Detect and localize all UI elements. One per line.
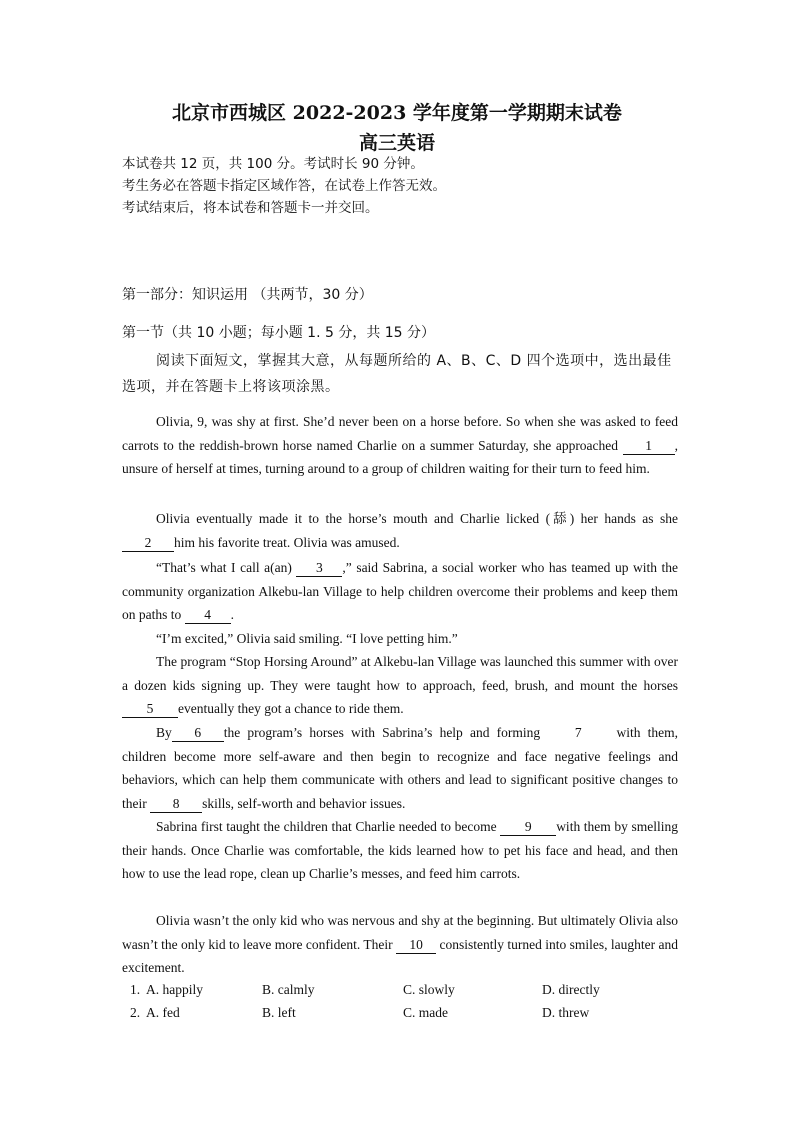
- passage-paragraph-8: [122, 909, 678, 980]
- paragraph-text: Olivia eventually made it to the horse’s mouth and Charlie licked (舔) her hands as she: [156, 511, 678, 526]
- option-c: C. slowly: [403, 982, 455, 997]
- paragraph-text: ,” said Sabrina, a social worker who has teamed up with the community organization Alkebu-lan Village to help children overcome their problems and keep them on paths to: [122, 560, 679, 622]
- blank-9: 9: [500, 819, 556, 836]
- passage-paragraph-6: [122, 721, 678, 815]
- blank-2: 2: [122, 535, 174, 552]
- paragraph-text: , unsure of herself at times, turning around to a group of children waiting for their turn to feed him.: [122, 437, 678, 476]
- paragraph-text: skills, self-worth and behavior issues.: [202, 795, 406, 811]
- paragraph-text: .: [230, 607, 234, 622]
- paragraph-text: him his favorite treat. Olivia was amused.: [174, 534, 400, 550]
- question-number: 1.: [130, 982, 141, 997]
- paragraph-text: By: [156, 725, 172, 740]
- paragraph-text: “I’m excited,” Olivia said smiling. “I love petting him.”: [156, 631, 458, 646]
- exam-title: 北京市西城区 2022-2023 学年度第一学期期末试卷: [172, 102, 622, 124]
- exam-subtitle: 高三英语: [358, 132, 435, 154]
- section-heading: 第一节（共 10 小题；每小题 1. 5 分，共 15 分）: [122, 325, 436, 341]
- blank-5: 5: [122, 701, 178, 718]
- paragraph-text: Olivia, 9, was shy at first. She’d never been on a horse before. So when she was asked to feed carrots to the reddish-brown horse named Charlie on a summer Saturday, she approached: [122, 414, 678, 453]
- paragraph-text: Sabrina first taught the children that Charlie needed to become: [156, 819, 497, 834]
- option-d: D. threw: [542, 1005, 590, 1020]
- exam-note-1: 本试卷共 12 页，共 100 分。考试时长 90 分钟。: [122, 156, 424, 172]
- blank-1: 1: [623, 438, 675, 455]
- paragraph-text: consistently turned into smiles, laughter and excitement.: [122, 936, 678, 975]
- paragraph-text: “That’s what I call a(an): [156, 560, 292, 575]
- option-b: B. left: [262, 1005, 296, 1020]
- paragraph-text: eventually they got a chance to ride them.: [178, 701, 404, 716]
- blank-7: 7: [574, 725, 582, 740]
- paragraph-text: with them, children become more self-aware and then begin to recognize and face negative feelings and behaviors, which can help them communicate with others and lead to significant positive changes to their: [122, 725, 679, 811]
- blank-8: 8: [150, 796, 202, 813]
- blank-6: 6: [172, 725, 224, 742]
- option-a: A. happily: [146, 982, 203, 997]
- exam-note-2: 考生务必在答题卡指定区域作答，在试卷上作答无效。: [122, 178, 446, 194]
- question-number: 2.: [130, 1005, 141, 1020]
- passage-paragraph-4: [122, 627, 678, 651]
- passage-paragraph-7: [122, 815, 678, 886]
- paragraph-text: Olivia wasn’t the only kid who was nervous and shy at the beginning. But ultimately Olivia also wasn’t the only kid to leave more confident. Their: [122, 913, 678, 952]
- passage-paragraph-2: [122, 507, 678, 554]
- part-heading: 第一部分：知识运用 （共两节，30 分）: [122, 287, 373, 303]
- option-a: A. fed: [146, 1005, 180, 1020]
- option-c: C. made: [403, 1005, 448, 1020]
- option-d: D. directly: [542, 982, 600, 997]
- exam-note-3: 考试结束后，将本试卷和答题卡一并交回。: [122, 200, 379, 216]
- passage-paragraph-5: [122, 650, 678, 721]
- section-instruction: 阅读下面短文，掌握其大意，从每题所给的 A、B、C、D 四个选项中，选出最佳选项，并在答题卡上将该项涂黑。: [122, 353, 672, 395]
- passage-paragraph-1: [122, 410, 678, 481]
- paragraph-text: The program “Stop Horsing Around” at Alkebu-lan Village was launched this summer with over a dozen kids signing up. They were taught how to approach, feed, brush, and mount the horses: [122, 654, 678, 693]
- option-b: B. calmly: [262, 982, 315, 997]
- paragraph-text: with them by smelling their hands. Once Charlie was comfortable, the kids learned how to pet his face and head, and then how to use the lead rope, clean up Charlie’s messes, and feed him carrots.: [122, 819, 678, 881]
- blank-3: 3: [296, 560, 342, 577]
- passage-paragraph-3: [122, 556, 678, 627]
- paragraph-text: the program’s horses with Sabrina’s help and forming: [223, 725, 541, 740]
- blank-10: 10: [396, 937, 436, 954]
- blank-4: 4: [185, 607, 231, 624]
